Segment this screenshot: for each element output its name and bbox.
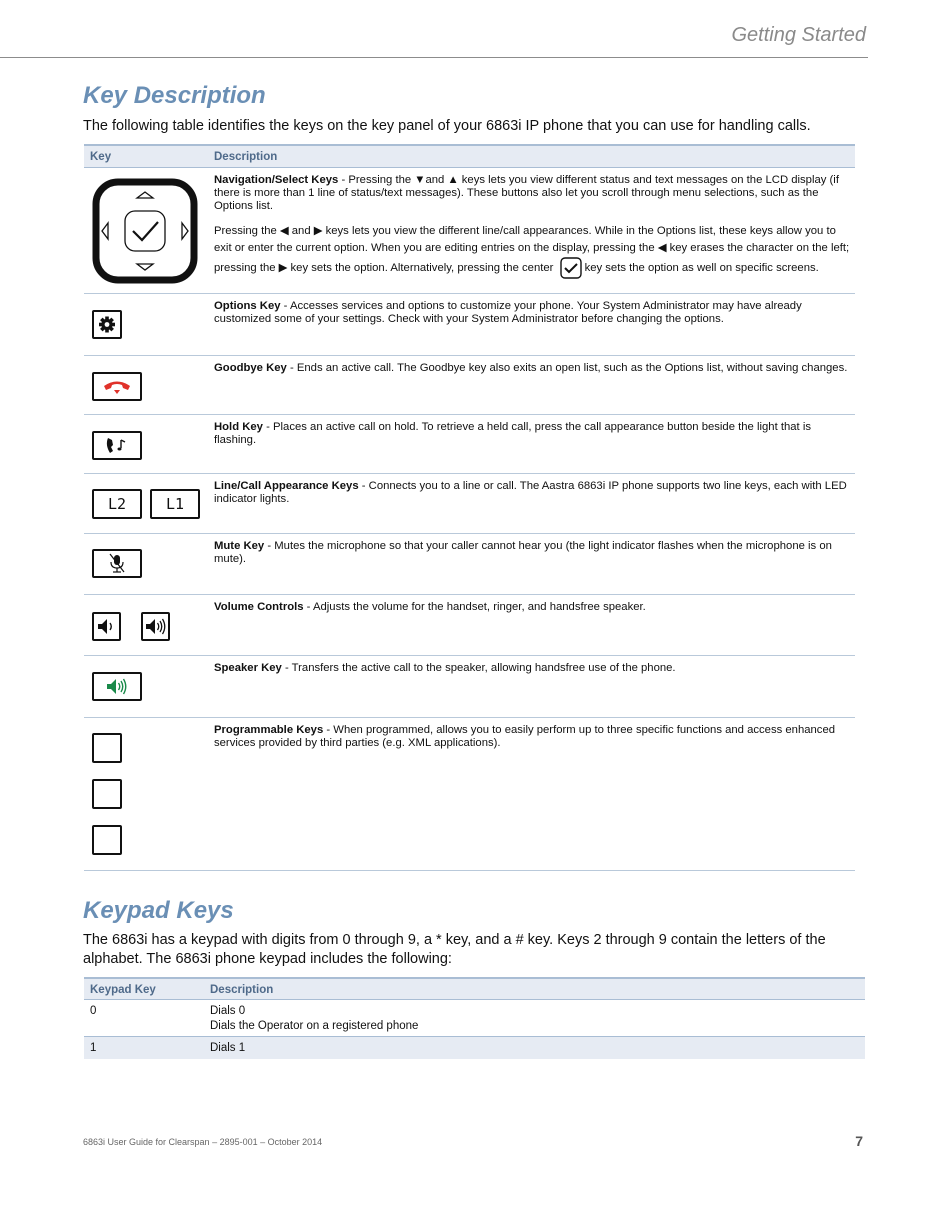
key-name: Volume Controls xyxy=(214,601,304,613)
key-table-header xyxy=(84,144,855,168)
col-header-description: Description xyxy=(214,151,278,163)
mute-key xyxy=(92,549,142,578)
navigation-description: Navigation/Select Keys - Pressing the ▼and ▲ keys lets you view different status and text messages on the LCD display (if there is more than 1 line of status/text messages). These buttons also let you scroll through menu selections, such as the Options list. Pressing the ◀ and ▶ keys lets you view the different line/call appearances. While in the Options list, these keys allow you to exit or enter the current option. When you are editing entries on the display, pressing the ◀ key erases the character on the left; pressing the ▶ key sets the option. Alternatively, pressing the center key sets the option as well on specific screens. xyxy=(214,174,853,289)
goodbye-key xyxy=(92,372,142,401)
line-key-l2: L2 xyxy=(92,489,142,519)
col-header-key: Key xyxy=(90,151,112,163)
volume-down-key xyxy=(92,612,121,641)
key-name: Navigation/Select Keys xyxy=(214,174,339,186)
speaker-description: Speaker Key - Transfers the active call to the speaker, allowing handsfree use of the phone. xyxy=(214,662,676,674)
table-row-programmable xyxy=(84,718,855,871)
key-name: Programmable Keys xyxy=(214,724,324,736)
section-title-key-description: Key Description xyxy=(83,82,266,109)
options-key xyxy=(92,310,122,339)
page-number: 7 xyxy=(855,1133,863,1149)
running-header: Getting Started xyxy=(731,24,866,46)
table-row-options xyxy=(84,294,855,356)
speaker-key xyxy=(92,672,142,701)
keypad-table-header: Keypad Key Description xyxy=(84,977,865,1000)
programmable-key-2 xyxy=(92,779,122,809)
programmable-key-1 xyxy=(92,733,122,763)
header-rule xyxy=(0,57,868,58)
hold-description: Hold Key - Places an active call on hold. To retrieve a held call, press the call appearance button beside the light that is flashing. xyxy=(214,421,811,446)
table-row-mute xyxy=(84,534,855,595)
goodbye-handset-icon xyxy=(94,374,140,399)
line-key-l1: L1 xyxy=(150,489,200,519)
table-row-line-keys xyxy=(84,474,855,534)
table-row-volume xyxy=(84,595,855,656)
programmable-description: Programmable Keys - When programmed, allows you to easily perform up to three specific functions and access enhanced services provided by third parties (e.g. XML applications). xyxy=(214,724,836,749)
key-name: Speaker Key xyxy=(214,662,282,674)
line-keys-description: Line/Call Appearance Keys - Connects you to a line or call. The Aastra 6863i IP phone supports two line keys, each with LED indicator lights. xyxy=(214,480,847,505)
goodbye-description: Goodbye Key - Ends an active call. The Goodbye key also exits an open list, such as the Options list, without saving changes. xyxy=(214,362,848,374)
select-key-inline-icon xyxy=(560,257,582,279)
key-name: Hold Key xyxy=(214,421,263,433)
speaker-icon xyxy=(94,674,140,699)
key-name: Mute Key xyxy=(214,540,265,552)
table-row-goodbye xyxy=(84,356,855,415)
table-row-hold xyxy=(84,415,855,474)
key-name: Line/Call Appearance Keys xyxy=(214,480,359,492)
programmable-key-3 xyxy=(92,825,122,855)
key-name: Goodbye Key xyxy=(214,362,287,374)
navigation-pad-icon xyxy=(92,178,198,284)
mute-description: Mute Key - Mutes the microphone so that your caller cannot hear you (the light indicator flashes when the microphone is on mute). xyxy=(214,540,832,565)
volume-low-icon xyxy=(94,614,119,639)
volume-high-icon xyxy=(143,614,168,639)
table-row: 0 Dials 0 Dials the Operator on a registered phone xyxy=(84,1000,865,1037)
keypad-intro: The 6863i has a keypad with digits from 0 through 9, a * key, and a # key. Keys 2 through 9 contain the letters of the alphabet. The 6863i phone keypad includes the following: xyxy=(83,932,826,967)
hold-key xyxy=(92,431,142,460)
volume-description: Volume Controls - Adjusts the volume for the handset, ringer, and handsfree speaker. xyxy=(214,601,646,613)
gear-icon xyxy=(94,312,120,337)
footer-document-info: 6863i User Guide for Clearspan – 2895-001 – October 2014 xyxy=(83,1137,323,1147)
keypad-table xyxy=(84,977,865,1059)
section-title-keypad-keys: Keypad Keys xyxy=(83,897,234,924)
options-description: Options Key - Accesses services and options to customize your phone. Your System Administrator may have already customized some of your settings. Check with your System Administrator before changing the options. xyxy=(214,300,802,325)
table-row-speaker xyxy=(84,656,855,718)
table-row: 1 Dials 1 xyxy=(84,1037,865,1059)
muted-microphone-icon xyxy=(94,551,140,576)
table-row-navigation xyxy=(84,168,855,294)
volume-up-key xyxy=(141,612,170,641)
key-name: Options Key xyxy=(214,300,281,312)
section-intro: The following table identifies the keys on the key panel of your 6863i IP phone that you can use for handling calls. xyxy=(83,118,811,134)
hold-handset-music-icon xyxy=(94,433,140,458)
